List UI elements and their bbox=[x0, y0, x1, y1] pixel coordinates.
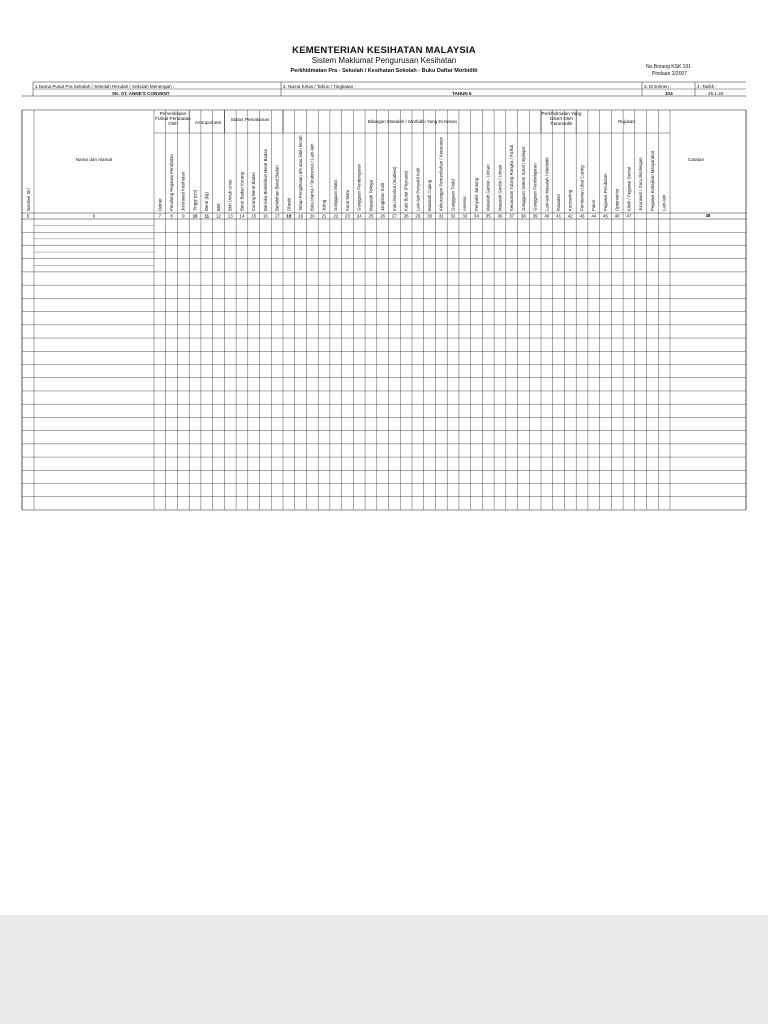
column-header: Jururawat / Guru Bimbingan bbox=[638, 157, 644, 211]
column-number: 18 bbox=[286, 213, 292, 219]
column-number: 14 bbox=[239, 213, 245, 219]
column-number: 10 bbox=[192, 213, 198, 219]
column-header: Gangguan Mata bbox=[333, 180, 339, 211]
column-number: 25 bbox=[368, 213, 374, 219]
column-header: Masalah Genito / Urinari bbox=[497, 164, 503, 211]
column-header: Jangkitan Kulit bbox=[380, 183, 386, 211]
column-header: Pemberian Ubat Cacing bbox=[579, 165, 585, 211]
column-number: 41 bbox=[556, 213, 562, 219]
column-number: 44 bbox=[591, 213, 597, 219]
form-number: No.Borang KSK 101 bbox=[646, 64, 692, 70]
column-header: Pegawai Perubatan bbox=[602, 173, 608, 211]
column-header: Jururawat Kesihatan bbox=[180, 171, 186, 211]
column-number: 42 bbox=[567, 213, 573, 219]
column-number: 35 bbox=[485, 213, 491, 219]
column-number: 5 bbox=[26, 213, 30, 219]
column-number: 30 bbox=[427, 213, 433, 219]
column-number: 24 bbox=[356, 213, 362, 219]
column-header: Masalah Cuping bbox=[426, 179, 432, 211]
column-number: 38 bbox=[520, 213, 526, 219]
class-value[interactable]: TAHUN 6 bbox=[452, 91, 472, 96]
column-header: Masalah Genito - Urinari bbox=[485, 164, 491, 211]
column-number: 36 bbox=[497, 213, 503, 219]
column-header: Gangguan Tiroid bbox=[450, 179, 456, 211]
column-number: 32 bbox=[450, 213, 456, 219]
column-header: Obesiti bbox=[286, 197, 292, 211]
column-header: Kurang Berat Badan bbox=[251, 172, 257, 211]
column-number: 16 bbox=[262, 213, 268, 219]
column-number: 6 bbox=[92, 213, 96, 219]
column-header: Kutu Rambut (Scabies) bbox=[391, 166, 397, 211]
column-number: 11 bbox=[204, 213, 210, 219]
column-number: 46 bbox=[614, 213, 620, 219]
column-number: 21 bbox=[321, 213, 327, 219]
column-header: Berat Badan Kurang bbox=[239, 172, 245, 211]
column-header: Tinggi (cm) bbox=[192, 189, 198, 211]
column-header: Gangguan Pendengaran bbox=[356, 163, 362, 211]
column-number: 12 bbox=[216, 213, 221, 219]
column-header: Pegawai Kebajikan Masyarakat bbox=[649, 151, 655, 211]
column-number: 19 bbox=[298, 213, 304, 219]
column-number: 45 bbox=[603, 213, 608, 219]
group-status-pemakanan: Status Pemakanan bbox=[230, 117, 270, 122]
class-label: 2. Nama Kelas / Tahun / Tingkatan : bbox=[283, 84, 356, 89]
enrolment-label: 3. Enrolmen : bbox=[644, 84, 672, 89]
column-header: Juling bbox=[321, 199, 327, 211]
column-header: Berat (kg) bbox=[204, 192, 210, 211]
column-number: 33 bbox=[462, 213, 468, 219]
column-number: 20 bbox=[309, 213, 315, 219]
column-header: Anemia bbox=[462, 196, 468, 211]
column-header: Rawatan bbox=[555, 194, 561, 211]
column-header: Gangguan Sistem Saraf / Epilepsi bbox=[520, 146, 526, 211]
column-header: Klinik / Pegawai Dental bbox=[626, 167, 632, 211]
column-header: Kaki Bulat (Pityriasis) bbox=[403, 170, 409, 211]
column-number: 15 bbox=[251, 213, 257, 219]
form-revision: Pindaan 2/2007 bbox=[652, 71, 688, 77]
column-header: Penyakit Jantung bbox=[473, 178, 479, 211]
column-number: 31 bbox=[438, 213, 444, 219]
enrolment-value[interactable]: 104 bbox=[665, 91, 673, 96]
form-title: Perkhidmatan Pra - Sekolah / Kesihatan Sekolah - Buku Daftar Morbiditi bbox=[290, 68, 478, 74]
date-value[interactable]: 25.1.20 bbox=[708, 91, 724, 96]
column-header: Karat Mata bbox=[344, 189, 350, 211]
column-header: Kecacatan Tulang Rangka / Fizikal bbox=[509, 144, 515, 211]
column-number: 8 bbox=[170, 213, 173, 219]
column-header: Lain-lain Penyakit Kulit bbox=[415, 167, 421, 211]
column-number: 40 bbox=[544, 213, 550, 219]
group-antropometri: Antropometri bbox=[194, 120, 222, 125]
school-name-value[interactable]: SK. ST. ANNE'S CONVENT bbox=[112, 91, 170, 96]
column-nama-alamat: Nama dan Alamat bbox=[75, 157, 113, 162]
column-number: 37 bbox=[509, 213, 515, 219]
column-number: 39 bbox=[532, 213, 538, 219]
column-header: Tahap Penglihatan 6/9 atau lebih lemah bbox=[297, 135, 303, 211]
group-pemeriksaan: Pemeriksaan Fizikal Perubatan Oleh bbox=[155, 111, 191, 126]
column-header: Optometrist bbox=[614, 188, 620, 211]
column-header: BMI Untuk Umur bbox=[227, 179, 233, 211]
column-number: 48 bbox=[705, 213, 711, 218]
group-rujukan: Rujukan bbox=[618, 119, 635, 124]
date-label: 4. Tarikh : bbox=[697, 84, 717, 89]
column-header: Berisiko Berlebihan Berat Badan bbox=[262, 148, 268, 211]
column-number: 47 bbox=[626, 213, 632, 219]
column-number: 29 bbox=[415, 213, 421, 219]
column-catatan: Catatan bbox=[687, 157, 705, 162]
column-header: Lain-lain Masalah / Morbiditi bbox=[544, 157, 550, 211]
column-number: 9 bbox=[182, 213, 185, 219]
column-number: 17 bbox=[274, 213, 280, 219]
column-header: Buta Warna / Strabismus / Lain-lain bbox=[309, 143, 315, 211]
system-subtitle: Sistem Maklumat Pengurusan Kesihatan bbox=[311, 56, 457, 65]
column-header: Lain-lain bbox=[661, 194, 667, 211]
column-number: 13 bbox=[227, 213, 233, 219]
school-name-label: 1.Nama Pusat Pra Sekolah / Sekolah Rendah / Sekolah Menengah : bbox=[35, 84, 175, 89]
group-bilangan-masalah: Bilangan Masalah / Morbiditi Yang Di Kesan bbox=[367, 119, 458, 124]
column-header: Kaunseling bbox=[567, 189, 573, 211]
column-header: Kekurangan Pertumbuhan / Kecacatan bbox=[438, 136, 444, 211]
group-perkhidmatan: Perkhidmatan Yang Diberi Oleh Paramedik bbox=[541, 111, 582, 126]
column-number: 23 bbox=[345, 213, 350, 219]
column-nombor-siri: Nombor Siri bbox=[26, 188, 31, 211]
column-number: 28 bbox=[403, 213, 409, 219]
column-header: Gangguan Pembelajaran bbox=[532, 163, 538, 211]
column-header: BMI bbox=[215, 203, 221, 211]
ministry-title: KEMENTERIAN KESIHATAN MALAYSIA bbox=[292, 45, 476, 56]
column-header: Berlebihan Berat Badan bbox=[274, 165, 280, 211]
column-header: Masalah Telinga bbox=[368, 180, 374, 211]
column-header: Doktor bbox=[157, 198, 163, 211]
column-header: Penolong Pegawai Perubatan bbox=[168, 154, 174, 211]
column-number: 26 bbox=[380, 213, 386, 219]
column-number: 27 bbox=[391, 213, 397, 219]
column-number: 34 bbox=[474, 213, 479, 219]
column-number: 43 bbox=[579, 213, 585, 219]
column-header: Pakar bbox=[591, 199, 597, 211]
column-number: 7 bbox=[158, 213, 162, 219]
column-number: 22 bbox=[333, 213, 339, 219]
